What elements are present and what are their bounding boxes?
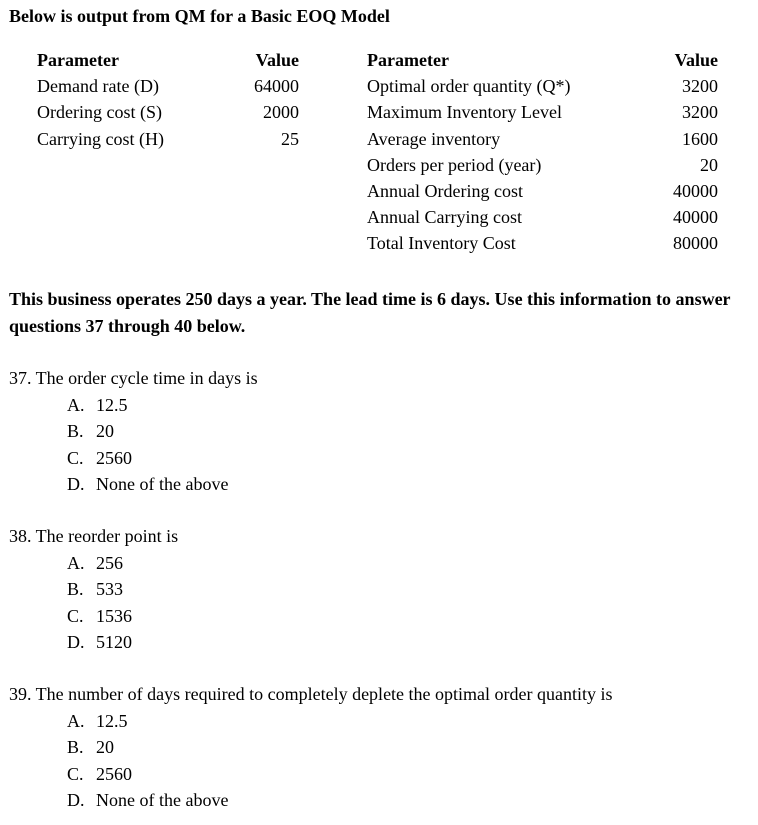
answer-option[interactable] bbox=[67, 603, 178, 630]
parameter-column-header: Parameter bbox=[37, 50, 119, 70]
parameter-name: Demand rate (D) bbox=[37, 76, 159, 97]
option-letter: D. bbox=[67, 632, 85, 652]
results-table bbox=[367, 47, 718, 257]
instructions-paragraph: This business operates 250 days a year. The lead time is 6 days. Use this information to answer questions 37 through 40 below. bbox=[9, 289, 731, 336]
question-stem: 38. The reorder point is bbox=[9, 526, 179, 546]
parameter-name: Total Inventory Cost bbox=[367, 233, 516, 254]
answer-option[interactable] bbox=[67, 708, 613, 735]
parameter-value: 1600 bbox=[682, 128, 718, 149]
parameter-value: 40000 bbox=[673, 180, 718, 201]
option-letter: A. bbox=[67, 394, 85, 415]
option-text: 1536 bbox=[96, 605, 132, 626]
option-text: None of the above bbox=[96, 474, 229, 494]
option-text: 256 bbox=[96, 552, 123, 573]
parameter-name: Annual Ordering cost bbox=[367, 180, 523, 201]
answer-option[interactable] bbox=[67, 471, 258, 498]
option-text: 2560 bbox=[96, 763, 132, 784]
parameter-name: Ordering cost (S) bbox=[37, 102, 162, 123]
option-letter: C. bbox=[67, 605, 84, 626]
option-text: 533 bbox=[96, 579, 123, 599]
answer-option[interactable] bbox=[67, 787, 613, 814]
table-row bbox=[367, 204, 718, 230]
table-row bbox=[37, 99, 299, 125]
table-row bbox=[367, 230, 718, 256]
option-text: 20 bbox=[96, 421, 114, 441]
parameter-name: Average inventory bbox=[367, 128, 501, 149]
parameter-value: 64000 bbox=[254, 76, 299, 97]
question-stem: 37. The order cycle time in days is bbox=[9, 368, 258, 388]
value-column-header: Value bbox=[674, 50, 718, 70]
answer-option[interactable] bbox=[67, 418, 258, 445]
parameter-column-header: Parameter bbox=[367, 50, 449, 70]
option-text: 5120 bbox=[96, 632, 132, 652]
option-letter: A. bbox=[67, 552, 85, 573]
answer-option[interactable] bbox=[67, 734, 613, 761]
table-header-row bbox=[367, 47, 718, 73]
option-letter: D. bbox=[67, 474, 85, 494]
answer-option[interactable] bbox=[67, 629, 178, 656]
parameter-name: Annual Carrying cost bbox=[367, 207, 522, 228]
question-38 bbox=[9, 523, 178, 656]
option-letter: A. bbox=[67, 710, 85, 731]
parameter-value: 20 bbox=[700, 154, 718, 175]
answer-option[interactable] bbox=[67, 761, 613, 788]
table-row bbox=[367, 126, 718, 152]
option-text: None of the above bbox=[96, 790, 229, 810]
parameter-name: Orders per period (year) bbox=[367, 154, 542, 175]
parameter-name: Maximum Inventory Level bbox=[367, 102, 562, 123]
option-text: 12.5 bbox=[96, 394, 128, 415]
value-column-header: Value bbox=[255, 50, 299, 70]
parameter-value: 80000 bbox=[673, 233, 718, 254]
option-text: 12.5 bbox=[96, 710, 128, 731]
option-letter: C. bbox=[67, 763, 84, 784]
table-row bbox=[367, 73, 718, 99]
option-letter: B. bbox=[67, 579, 84, 599]
option-text: 2560 bbox=[96, 447, 132, 468]
question-37 bbox=[9, 365, 258, 498]
table-row bbox=[37, 126, 299, 152]
answer-option[interactable] bbox=[67, 392, 258, 419]
option-letter: D. bbox=[67, 790, 85, 810]
table-row bbox=[367, 178, 718, 204]
option-letter: C. bbox=[67, 447, 84, 468]
answer-option[interactable] bbox=[67, 550, 178, 577]
answer-option[interactable] bbox=[67, 576, 178, 603]
parameter-name: Optimal order quantity (Q*) bbox=[367, 76, 571, 97]
option-letter: B. bbox=[67, 421, 84, 441]
table-row bbox=[367, 152, 718, 178]
parameter-name: Carrying cost (H) bbox=[37, 128, 164, 149]
parameter-value: 2000 bbox=[263, 102, 299, 123]
table-row bbox=[37, 73, 299, 99]
table-header-row bbox=[37, 47, 299, 73]
question-39 bbox=[9, 681, 613, 814]
question-stem: 39. The number of days required to completely deplete the optimal order quantity is bbox=[9, 684, 613, 704]
parameter-value: 3200 bbox=[682, 102, 718, 123]
parameter-value: 40000 bbox=[673, 207, 718, 228]
table-row bbox=[367, 99, 718, 125]
option-letter: B. bbox=[67, 737, 84, 757]
document-heading: Below is output from QM for a Basic EOQ Model bbox=[9, 6, 390, 26]
input-parameters-table bbox=[37, 47, 299, 149]
parameter-value: 25 bbox=[281, 128, 299, 149]
answer-option[interactable] bbox=[67, 445, 258, 472]
parameter-value: 3200 bbox=[682, 76, 718, 97]
option-text: 20 bbox=[96, 737, 114, 757]
